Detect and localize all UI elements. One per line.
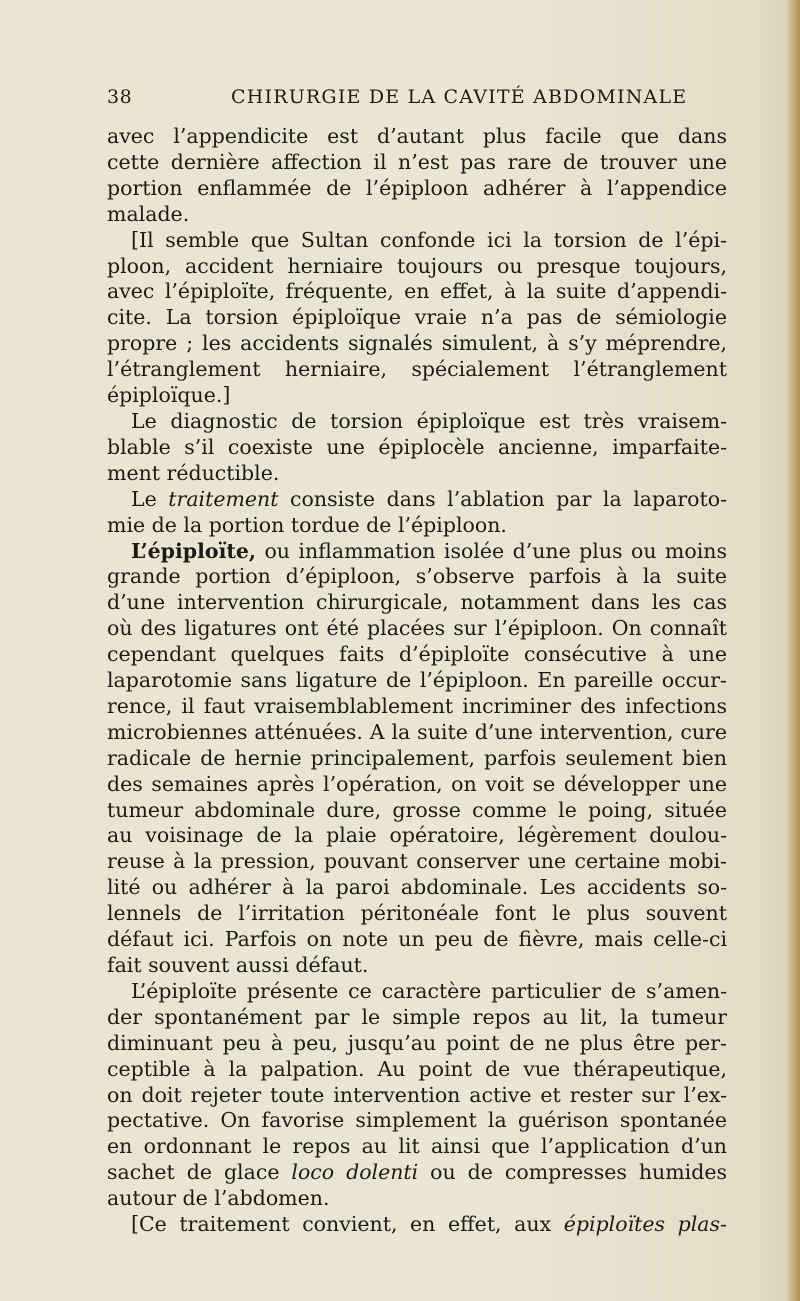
text-line: L’épiploïte présente ce caractère particulier de s’amen- [131, 978, 727, 1003]
text-line: tumeur abdominale dure, grosse comme le poing, située [107, 797, 727, 822]
text-line: [Il semble que Sultan confonde ici la torsion de l’épi- [131, 227, 727, 252]
text-line: Le diagnostic de torsion épiploïque est très vraisem- [131, 408, 727, 433]
text-line: l’étranglement herniaire, spécialement l’étranglement [107, 357, 727, 382]
text-line: on doit rejeter toute intervention active et rester sur l’ex- [107, 1082, 727, 1107]
italic-term: loco dolenti [291, 1160, 419, 1185]
text-line: des semaines après l’opération, on voit se développer une [107, 771, 727, 796]
italic-term: épiploïtes plas- [563, 1212, 727, 1237]
text-line: en ordonnant le repos au lit ainsi que l’application d’un [107, 1134, 727, 1159]
italic-term: traitement [168, 486, 279, 511]
text-line: diminuant peu à peu, jusqu’au point de ne plus être per- [107, 1030, 727, 1055]
text-line: lité ou adhérer à la paroi abdominale. Les accidents so- [107, 875, 727, 900]
text-line: fait souvent aussi défaut. [107, 953, 369, 977]
text-line: laparotomie sans ligature de l’épiploon. En pareille occur- [107, 668, 727, 693]
text-line: cite. La torsion épiploïque vraie n’a pas de sémiologie [107, 305, 727, 330]
text-line: radicale de hernie principalement, parfois seulement bien [107, 745, 727, 770]
text-line: ploon, accident herniaire toujours ou presque toujours, [107, 253, 727, 278]
text-line: blable s’il coexiste une épiplocèle ancienne, imparfaite- [107, 434, 727, 459]
text-line: mie de la portion tordue de l’épiploon. [107, 512, 507, 537]
running-header [107, 86, 727, 114]
text-line: der spontanément par le simple repos au lit, la tumeur [107, 1004, 727, 1029]
text-line: L’épiploïte, ou inflammation isolée d’une plus ou moins [131, 538, 727, 563]
text-line: grande portion d’épiploon, s’observe parfois à la suite [107, 564, 727, 589]
text-line: défaut ici. Parfois on note un peu de fièvre, mais celle-ci [107, 927, 727, 952]
text-line: avec l’appendicite est d’autant plus facile que dans [107, 124, 727, 148]
running-title: CHIRURGIE DE LA CAVITÉ ABDOMINALE [231, 86, 688, 108]
text-line: pectative. On favorise simplement la guérison spontanée [107, 1108, 727, 1133]
text-line: malade. [107, 201, 190, 226]
page-number: 38 [107, 86, 133, 108]
text-line: sachet de glace loco dolenti ou de compresses humides [107, 1160, 727, 1185]
text-line: propre ; les accidents signalés simulent, à s’y méprendre, [107, 331, 727, 356]
text-line: épiploïque.] [107, 383, 231, 408]
text-line: ment réductible. [107, 460, 280, 485]
text-line: microbiennes atténuées. A la suite d’une intervention, cure [107, 719, 727, 744]
text-line: portion enflammée de l’épiploon adhérer à l’appendice [107, 175, 727, 200]
page-edge-shadow [786, 0, 800, 1301]
body-text [107, 124, 727, 1238]
text-line: Le traitement consiste dans l’ablation par la laparoto- [131, 486, 727, 511]
text-line: cependant quelques faits d’épiploïte consécutive à une [107, 642, 727, 667]
text-line: avec l’épiploïte, fréquente, en effet, à la suite d’appendi- [107, 279, 727, 304]
text-line: rence, il faut vraisemblablement incriminer des infections [107, 693, 727, 718]
text-line: ceptible à la palpation. Au point de vue thérapeutique, [107, 1056, 727, 1081]
text-line: [Ce traitement convient, en effet, aux épiploïtes plas- [131, 1212, 727, 1237]
text-line: reuse à la pression, pouvant conserver une certaine mobi- [107, 849, 727, 874]
text-line: au voisinage de la plaie opératoire, légèrement doulou- [107, 823, 727, 848]
text-line: autour de l’abdomen. [107, 1186, 330, 1211]
text-line: lennels de l’irritation péritonéale font le plus souvent [107, 901, 727, 926]
text-line: où des ligatures ont été placées sur l’épiploon. On connaît [107, 616, 727, 641]
text-line: cette dernière affection il n’est pas rare de trouver une [107, 149, 727, 174]
bold-term: L’épiploïte, [131, 538, 257, 563]
text-line: d’une intervention chirurgicale, notamment dans les cas [107, 590, 727, 615]
